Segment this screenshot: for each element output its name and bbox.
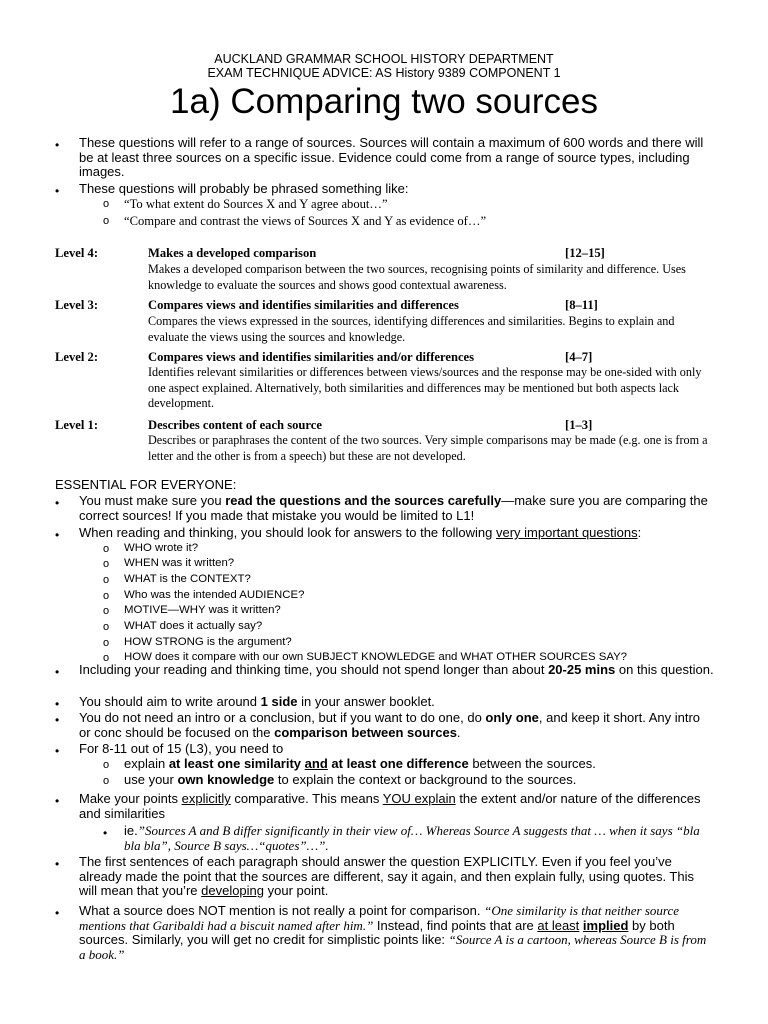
circle-bullet-icon: o [103, 215, 110, 227]
question-item: WHO wrote it? [124, 542, 199, 554]
bullet-icon: • [55, 794, 60, 808]
essential-bullet-intro: You do not need an intro or a conclusion, but if you want to do one, do only one, and keep it short. Any intro or conc should be focused on the comparison between sources. [79, 710, 701, 740]
circle-bullet-icon: o [103, 775, 110, 787]
level-description: Compares the views expressed in the sources, identifying differences and similarities. Begins to explain and evaluate the views using the sources and knowledge. [148, 314, 675, 344]
essential-bullet-time: Including your reading and thinking time, you should not spend longer than about 20-25 mins on this question. [79, 662, 714, 677]
essential-bullet-read: You must make sure you read the questions and the sources carefully—make sure you are comparing the correct sources! If you made that mistake you would be limited to L1! [79, 493, 708, 523]
bullet-icon: • [103, 826, 108, 840]
question-item: HOW STRONG is the argument? [124, 636, 292, 648]
level-label: Level 2: [55, 350, 99, 364]
level-description: Makes a developed comparison between the two sources, recognising points of similarity and difference. Uses knowledge to evaluate the sources and shows good contextual awareness. [148, 262, 686, 292]
circle-bullet-icon: o [103, 652, 110, 664]
question-item: WHAT does it actually say? [124, 620, 263, 632]
question-item: Who was the intended AUDIENCE? [124, 589, 305, 601]
bullet-icon: • [55, 496, 60, 510]
level-marks: [8–11] [565, 298, 598, 312]
essential-bullet-l3: For 8-11 out of 15 (L3), you need to [79, 741, 284, 756]
question-item: MOTIVE—WHY was it written? [124, 604, 281, 616]
essential-heading: ESSENTIAL FOR EVERYONE: [55, 477, 237, 492]
example-question-2: “Compare and contrast the views of Sources X and Y as evidence of…” [124, 214, 487, 228]
level-label: Level 1: [55, 418, 99, 432]
intro-bullet-1: These questions will refer to a range of sources. Sources will contain a maximum of 600 words and there will be at least three sources on a specific issue. Evidence could come from a range of source types, including images. [79, 135, 704, 180]
bullet-icon: • [55, 857, 60, 871]
bullet-icon: • [55, 528, 60, 542]
level-heading: Makes a developed comparison [148, 246, 317, 260]
circle-bullet-icon: o [103, 558, 110, 570]
bullet-icon: • [55, 665, 60, 679]
circle-bullet-icon: o [103, 621, 110, 633]
bullet-icon: • [55, 184, 60, 198]
level-marks: [4–7] [565, 350, 593, 364]
level-label: Level 4: [55, 246, 99, 260]
level-description: Describes or paraphrases the content of the two sources. Very simple comparisons may be made (e.g. one is from a letter and the other is from a speech) but these are not developed. [148, 433, 708, 463]
circle-bullet-icon: o [103, 590, 110, 602]
circle-bullet-icon: o [103, 543, 110, 555]
level-label: Level 3: [55, 298, 99, 312]
level-heading: Describes content of each source [148, 418, 322, 432]
level-marks: [1–3] [565, 418, 593, 432]
subtitle-heading: EXAM TECHNIQUE ADVICE: AS History 9389 COMPONENT 1 [207, 66, 561, 80]
question-item: WHAT is the CONTEXT? [124, 573, 251, 585]
bullet-icon: • [55, 713, 60, 727]
essential-bullet-length: You should aim to write around 1 side in your answer booklet. [79, 694, 435, 709]
essential-bullet-not-mention: What a source does NOT mention is not really a point for comparison. “One similarity is that neither source mentions that Garibaldi had a biscuit named after him.” Instead, find points that are at least implied by both sources. Similarly, you will get no credit for simplistic points like: “Source A is a cartoon, whereas Source B is from a book.” [79, 903, 707, 962]
essential-bullet-first-sentences: The first sentences of each paragraph should answer the question EXPLICITLY. Even if you feel you’ve already made the point that the sources are different, say it again, and then explain fully, using quotes. This will mean that you’re developing your point. [79, 854, 694, 899]
essential-bullet-questions: When reading and thinking, you should look for answers to the following very important questions: [79, 525, 642, 540]
question-item: WHEN was it written? [124, 557, 235, 569]
question-item: HOW does it compare with our own SUBJECT KNOWLEDGE and WHAT OTHER SOURCES SAY? [124, 651, 628, 663]
level-heading: Compares views and identifies similarities and/or differences [148, 350, 475, 364]
circle-bullet-icon: o [103, 605, 110, 617]
bullet-icon: • [55, 138, 60, 152]
school-heading: AUCKLAND GRAMMAR SCHOOL HISTORY DEPARTMENT [214, 52, 554, 66]
circle-bullet-icon: o [103, 637, 110, 649]
level-heading: Compares views and identifies similarities and differences [148, 298, 459, 312]
example-question-1: “To what extent do Sources X and Y agree about…” [124, 197, 388, 211]
bullet-icon: • [55, 906, 60, 920]
l3-requirement-knowledge: use your own knowledge to explain the context or background to the sources. [124, 772, 577, 787]
explicit-example: ie.”Sources A and B differ significantly in their view of… Whereas Source A suggests that … when it says “bla bla bla”, Source B says…“quotes”…”. [124, 823, 700, 853]
circle-bullet-icon: o [103, 198, 110, 210]
bullet-icon: • [55, 697, 60, 711]
level-description: Identifies relevant similarities or differences between views/sources and the response may be one-sided with only one aspect explained. Alternatively, both similarities and differences may be mentioned but both aspects lack development. [148, 365, 702, 410]
level-marks: [12–15] [565, 246, 605, 260]
circle-bullet-icon: o [103, 574, 110, 586]
bullet-icon: • [55, 744, 60, 758]
intro-bullet-2: These questions will probably be phrased something like: [79, 181, 409, 196]
essential-bullet-explicit: Make your points explicitly comparative. This means YOU explain the extent and/or nature of the differences and similarities [79, 791, 701, 821]
l3-requirement-similarity: explain at least one similarity and at least one difference between the sources. [124, 756, 596, 771]
circle-bullet-icon: o [103, 759, 110, 771]
page-title: 1a) Comparing two sources [170, 82, 598, 121]
